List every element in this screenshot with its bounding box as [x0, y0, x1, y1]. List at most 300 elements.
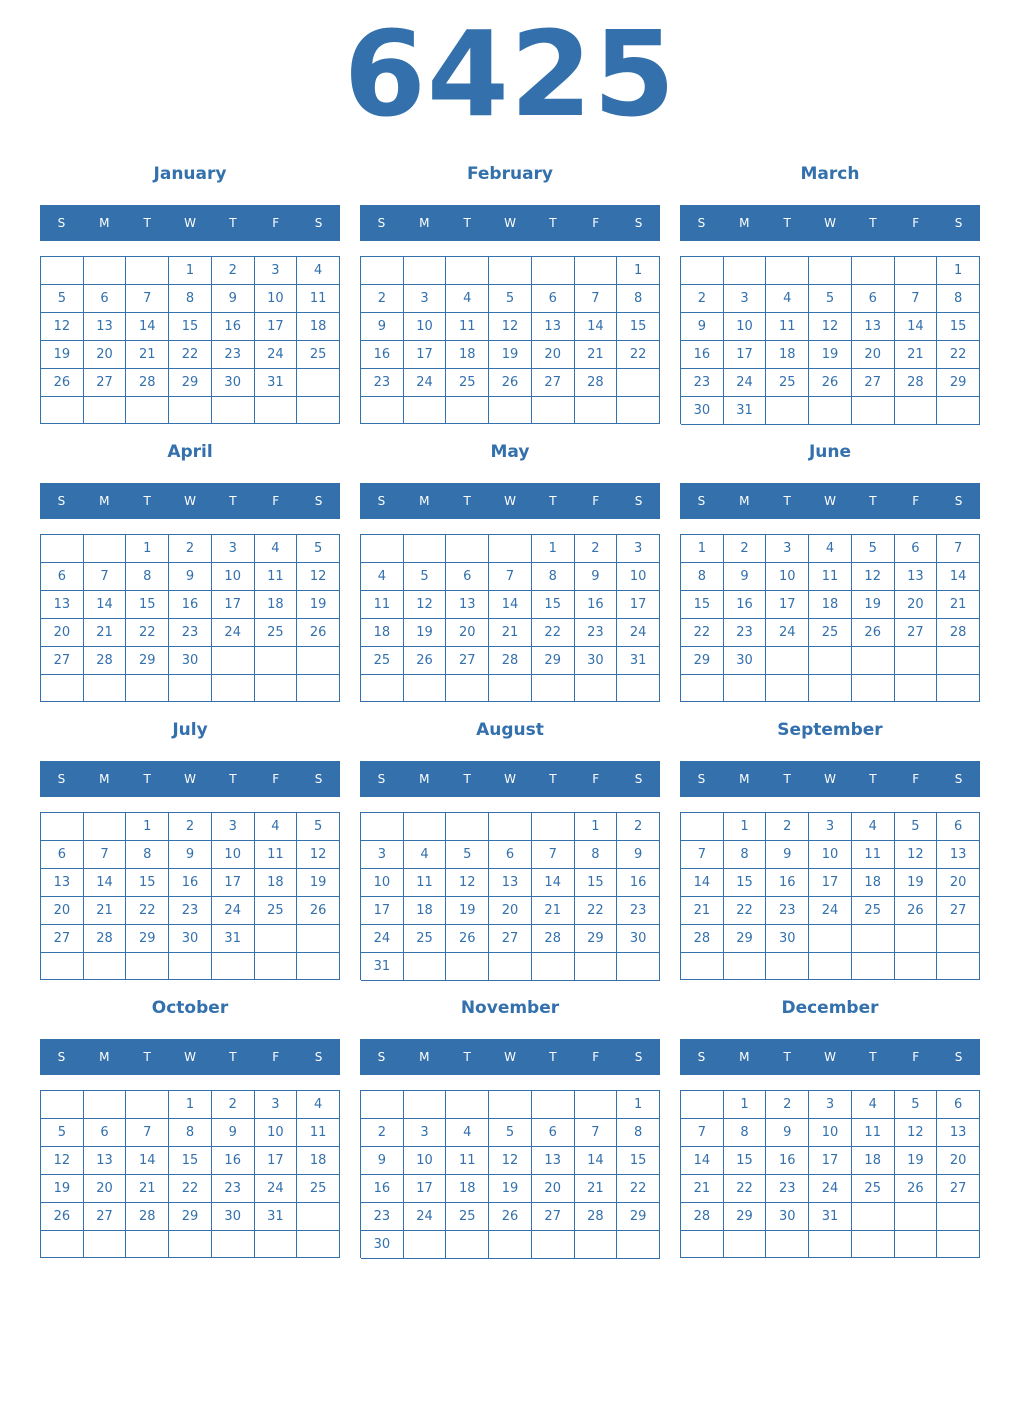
empty-cell: [489, 813, 532, 841]
day-cell: 16: [169, 869, 212, 897]
empty-cell: [41, 257, 84, 285]
day-cell: 29: [575, 925, 618, 953]
day-cell: 5: [404, 563, 447, 591]
days-grid: [40, 1090, 340, 1258]
day-cell: 17: [766, 591, 809, 619]
weekday-label: T: [783, 494, 791, 508]
weekday-label: F: [592, 772, 600, 786]
day-cell: 12: [41, 313, 84, 341]
day-cell: 3: [809, 813, 852, 841]
day-cell: 9: [212, 285, 255, 313]
weekday-label: F: [592, 216, 600, 230]
day-cell: 30: [724, 647, 767, 675]
day-cell: 9: [724, 563, 767, 591]
day-cell: 30: [575, 647, 618, 675]
day-cell: 12: [446, 869, 489, 897]
day-cell: 5: [41, 1119, 84, 1147]
day-cell: 20: [852, 341, 895, 369]
weekday-label: W: [504, 494, 516, 508]
day-cell: 18: [809, 591, 852, 619]
empty-cell: [404, 257, 447, 285]
weekday-label: S: [57, 772, 66, 786]
day-cell: 2: [212, 1091, 255, 1119]
weekday-header: [360, 205, 660, 241]
weekday-label: T: [869, 772, 877, 786]
month-january: [40, 156, 340, 428]
empty-cell: [895, 925, 938, 953]
weekday-label: W: [504, 772, 516, 786]
empty-cell: [681, 675, 724, 702]
day-cell: 7: [84, 841, 127, 869]
day-cell: 6: [937, 813, 980, 841]
day-cell: 7: [489, 563, 532, 591]
day-cell: 23: [212, 341, 255, 369]
day-cell: 4: [255, 813, 298, 841]
day-cell: 4: [255, 535, 298, 563]
empty-cell: [126, 1231, 169, 1258]
empty-cell: [852, 257, 895, 285]
day-cell: 26: [297, 897, 340, 925]
day-cell: 2: [212, 257, 255, 285]
empty-cell: [297, 675, 340, 702]
empty-cell: [895, 1203, 938, 1231]
day-cell: 16: [169, 591, 212, 619]
day-cell: 23: [575, 619, 618, 647]
empty-cell: [41, 1231, 84, 1258]
day-cell: 1: [575, 813, 618, 841]
days-grid: [680, 812, 980, 980]
day-cell: 28: [575, 1203, 618, 1231]
month-title: December: [781, 998, 879, 1018]
day-cell: 16: [212, 313, 255, 341]
day-cell: 19: [852, 591, 895, 619]
day-cell: 22: [937, 341, 980, 369]
weekday-label: M: [99, 772, 110, 786]
weekday-label: F: [272, 1050, 280, 1064]
empty-cell: [84, 1091, 127, 1119]
weekday-label: M: [99, 1050, 110, 1064]
empty-cell: [404, 397, 447, 424]
day-cell: 6: [532, 1119, 575, 1147]
day-cell: 10: [766, 563, 809, 591]
weekday-label: M: [419, 494, 430, 508]
day-cell: 12: [895, 1119, 938, 1147]
day-cell: 15: [617, 1147, 660, 1175]
empty-cell: [489, 535, 532, 563]
day-cell: 8: [169, 1119, 212, 1147]
day-cell: 3: [361, 841, 404, 869]
day-cell: 22: [681, 619, 724, 647]
empty-cell: [297, 1231, 340, 1258]
day-cell: 28: [126, 369, 169, 397]
day-cell: 1: [169, 257, 212, 285]
day-cell: 22: [532, 619, 575, 647]
empty-cell: [895, 397, 938, 425]
empty-cell: [361, 813, 404, 841]
weekday-label: W: [184, 494, 196, 508]
weekday-label: T: [229, 772, 237, 786]
day-cell: 13: [84, 313, 127, 341]
month-march: [680, 156, 980, 428]
empty-cell: [895, 257, 938, 285]
empty-cell: [852, 397, 895, 425]
weekday-label: S: [57, 1050, 66, 1064]
weekday-label: W: [824, 494, 836, 508]
day-cell: 23: [724, 619, 767, 647]
day-cell: 9: [361, 1147, 404, 1175]
empty-cell: [852, 1203, 895, 1231]
day-cell: 23: [169, 619, 212, 647]
day-cell: 30: [681, 397, 724, 425]
weekday-label: W: [824, 1050, 836, 1064]
day-cell: 31: [809, 1203, 852, 1231]
month-august: [360, 712, 660, 984]
empty-cell: [297, 397, 340, 424]
empty-cell: [255, 953, 298, 980]
day-cell: 31: [724, 397, 767, 425]
day-cell: 6: [937, 1091, 980, 1119]
empty-cell: [41, 953, 84, 980]
day-cell: 7: [895, 285, 938, 313]
empty-cell: [532, 257, 575, 285]
day-cell: 6: [852, 285, 895, 313]
weekday-label: S: [954, 494, 963, 508]
day-cell: 27: [852, 369, 895, 397]
day-cell: 30: [361, 1231, 404, 1259]
day-cell: 18: [255, 869, 298, 897]
day-cell: 16: [575, 591, 618, 619]
empty-cell: [895, 647, 938, 675]
day-cell: 11: [255, 563, 298, 591]
weekday-label: S: [954, 772, 963, 786]
day-cell: 21: [126, 341, 169, 369]
weekday-label: S: [314, 494, 323, 508]
day-cell: 14: [126, 313, 169, 341]
day-cell: 19: [297, 869, 340, 897]
empty-cell: [255, 397, 298, 424]
day-cell: 12: [297, 841, 340, 869]
day-cell: 3: [255, 257, 298, 285]
day-cell: 2: [361, 1119, 404, 1147]
weekday-label: S: [697, 1050, 706, 1064]
empty-cell: [617, 675, 660, 702]
weekday-label: F: [912, 494, 920, 508]
month-title: August: [476, 720, 544, 740]
empty-cell: [255, 647, 298, 675]
day-cell: 29: [617, 1203, 660, 1231]
day-cell: 28: [84, 925, 127, 953]
weekday-label: S: [314, 772, 323, 786]
year-title: 6425: [343, 5, 677, 143]
day-cell: 25: [766, 369, 809, 397]
day-cell: 14: [84, 591, 127, 619]
day-cell: 6: [446, 563, 489, 591]
day-cell: 3: [212, 813, 255, 841]
day-cell: 10: [617, 563, 660, 591]
weekday-label: M: [739, 772, 750, 786]
day-cell: 29: [724, 1203, 767, 1231]
empty-cell: [446, 675, 489, 702]
day-cell: 8: [724, 1119, 767, 1147]
day-cell: 2: [361, 285, 404, 313]
day-cell: 17: [404, 341, 447, 369]
day-cell: 19: [489, 1175, 532, 1203]
day-cell: 8: [724, 841, 767, 869]
empty-cell: [575, 675, 618, 702]
empty-cell: [766, 257, 809, 285]
day-cell: 23: [361, 1203, 404, 1231]
day-cell: 3: [724, 285, 767, 313]
day-cell: 1: [617, 257, 660, 285]
weekday-label: W: [504, 216, 516, 230]
day-cell: 17: [255, 1147, 298, 1175]
empty-cell: [404, 1231, 447, 1259]
day-cell: 20: [84, 341, 127, 369]
weekday-header: [360, 761, 660, 797]
day-cell: 30: [212, 1203, 255, 1231]
day-cell: 28: [895, 369, 938, 397]
weekday-label: T: [143, 772, 151, 786]
empty-cell: [404, 535, 447, 563]
empty-cell: [404, 675, 447, 702]
day-cell: 26: [446, 925, 489, 953]
empty-cell: [361, 675, 404, 702]
day-cell: 8: [617, 1119, 660, 1147]
day-cell: 9: [575, 563, 618, 591]
day-cell: 10: [724, 313, 767, 341]
weekday-label: T: [869, 494, 877, 508]
day-cell: 23: [766, 897, 809, 925]
weekday-label: T: [549, 494, 557, 508]
day-cell: 28: [532, 925, 575, 953]
day-cell: 1: [724, 813, 767, 841]
weekday-label: T: [549, 772, 557, 786]
weekday-label: S: [634, 1050, 643, 1064]
day-cell: 11: [852, 1119, 895, 1147]
day-cell: 6: [895, 535, 938, 563]
day-cell: 24: [361, 925, 404, 953]
weekday-label: T: [143, 216, 151, 230]
day-cell: 12: [404, 591, 447, 619]
day-cell: 27: [41, 647, 84, 675]
day-cell: 13: [41, 591, 84, 619]
empty-cell: [489, 675, 532, 702]
day-cell: 20: [532, 341, 575, 369]
day-cell: 15: [532, 591, 575, 619]
empty-cell: [212, 647, 255, 675]
day-cell: 30: [766, 1203, 809, 1231]
day-cell: 19: [895, 1147, 938, 1175]
day-cell: 11: [446, 313, 489, 341]
day-cell: 16: [212, 1147, 255, 1175]
day-cell: 14: [126, 1147, 169, 1175]
day-cell: 30: [617, 925, 660, 953]
day-cell: 22: [617, 341, 660, 369]
day-cell: 19: [446, 897, 489, 925]
empty-cell: [126, 1091, 169, 1119]
day-cell: 29: [532, 647, 575, 675]
day-cell: 26: [809, 369, 852, 397]
day-cell: 1: [169, 1091, 212, 1119]
day-cell: 10: [404, 313, 447, 341]
day-cell: 29: [169, 369, 212, 397]
day-cell: 26: [895, 1175, 938, 1203]
empty-cell: [809, 647, 852, 675]
weekday-label: S: [377, 1050, 386, 1064]
day-cell: 7: [126, 1119, 169, 1147]
weekday-label: T: [869, 216, 877, 230]
day-cell: 5: [41, 285, 84, 313]
weekday-label: F: [592, 494, 600, 508]
empty-cell: [126, 397, 169, 424]
day-cell: 8: [617, 285, 660, 313]
day-cell: 3: [404, 285, 447, 313]
day-cell: 5: [446, 841, 489, 869]
day-cell: 27: [489, 925, 532, 953]
day-cell: 13: [41, 869, 84, 897]
weekday-header: [360, 483, 660, 519]
empty-cell: [212, 1231, 255, 1258]
day-cell: 4: [297, 257, 340, 285]
day-cell: 16: [724, 591, 767, 619]
day-cell: 26: [852, 619, 895, 647]
empty-cell: [724, 953, 767, 980]
day-cell: 10: [809, 1119, 852, 1147]
day-cell: 9: [617, 841, 660, 869]
day-cell: 7: [681, 841, 724, 869]
days-grid: [680, 1090, 980, 1258]
day-cell: 2: [766, 813, 809, 841]
day-cell: 21: [532, 897, 575, 925]
day-cell: 16: [766, 869, 809, 897]
day-cell: 21: [575, 341, 618, 369]
day-cell: 18: [766, 341, 809, 369]
weekday-label: F: [912, 216, 920, 230]
empty-cell: [895, 675, 938, 702]
day-cell: 4: [446, 1119, 489, 1147]
day-cell: 26: [404, 647, 447, 675]
day-cell: 21: [489, 619, 532, 647]
empty-cell: [895, 953, 938, 980]
empty-cell: [169, 953, 212, 980]
day-cell: 9: [681, 313, 724, 341]
day-cell: 8: [681, 563, 724, 591]
day-cell: 1: [126, 535, 169, 563]
empty-cell: [575, 257, 618, 285]
weekday-label: S: [57, 494, 66, 508]
day-cell: 15: [937, 313, 980, 341]
day-cell: 14: [575, 1147, 618, 1175]
empty-cell: [489, 257, 532, 285]
day-cell: 12: [852, 563, 895, 591]
day-cell: 17: [617, 591, 660, 619]
day-cell: 25: [446, 1203, 489, 1231]
month-title: January: [153, 164, 227, 184]
days-grid: [360, 256, 660, 424]
day-cell: 9: [212, 1119, 255, 1147]
weekday-label: F: [912, 1050, 920, 1064]
empty-cell: [532, 675, 575, 702]
weekday-label: S: [377, 772, 386, 786]
weekday-label: T: [549, 1050, 557, 1064]
day-cell: 29: [169, 1203, 212, 1231]
day-cell: 20: [937, 869, 980, 897]
day-cell: 2: [575, 535, 618, 563]
empty-cell: [681, 813, 724, 841]
day-cell: 19: [41, 1175, 84, 1203]
day-cell: 3: [255, 1091, 298, 1119]
day-cell: 15: [724, 869, 767, 897]
day-cell: 9: [169, 563, 212, 591]
month-october: [40, 990, 340, 1262]
day-cell: 24: [809, 1175, 852, 1203]
month-february: [360, 156, 660, 428]
empty-cell: [169, 675, 212, 702]
weekday-label: W: [184, 772, 196, 786]
day-cell: 29: [937, 369, 980, 397]
weekday-label: T: [869, 1050, 877, 1064]
day-cell: 27: [446, 647, 489, 675]
empty-cell: [404, 813, 447, 841]
day-cell: 18: [297, 313, 340, 341]
month-november: [360, 990, 660, 1262]
month-title: April: [167, 442, 213, 462]
day-cell: 31: [255, 1203, 298, 1231]
day-cell: 29: [126, 925, 169, 953]
day-cell: 28: [937, 619, 980, 647]
weekday-label: M: [419, 216, 430, 230]
day-cell: 27: [532, 369, 575, 397]
day-cell: 26: [41, 1203, 84, 1231]
empty-cell: [297, 369, 340, 397]
empty-cell: [937, 397, 980, 425]
empty-cell: [724, 1231, 767, 1258]
day-cell: 22: [126, 619, 169, 647]
day-cell: 15: [126, 869, 169, 897]
empty-cell: [852, 647, 895, 675]
empty-cell: [575, 953, 618, 981]
empty-cell: [809, 257, 852, 285]
month-title: June: [808, 442, 852, 462]
days-grid: [680, 534, 980, 702]
day-cell: 11: [297, 285, 340, 313]
empty-cell: [852, 953, 895, 980]
weekday-label: T: [463, 216, 471, 230]
weekday-label: F: [592, 1050, 600, 1064]
day-cell: 8: [126, 563, 169, 591]
weekday-header: [360, 1039, 660, 1075]
weekday-label: T: [463, 1050, 471, 1064]
day-cell: 20: [937, 1147, 980, 1175]
day-cell: 14: [532, 869, 575, 897]
month-july: [40, 712, 340, 984]
day-cell: 27: [895, 619, 938, 647]
month-june: [680, 434, 980, 706]
day-cell: 13: [532, 313, 575, 341]
weekday-label: F: [272, 216, 280, 230]
day-cell: 3: [404, 1119, 447, 1147]
weekday-header: [680, 205, 980, 241]
weekday-label: T: [229, 494, 237, 508]
day-cell: 3: [766, 535, 809, 563]
day-cell: 22: [169, 341, 212, 369]
empty-cell: [937, 675, 980, 702]
weekday-header: [40, 1039, 340, 1075]
day-cell: 16: [617, 869, 660, 897]
day-cell: 4: [297, 1091, 340, 1119]
day-cell: 6: [532, 285, 575, 313]
day-cell: 25: [361, 647, 404, 675]
